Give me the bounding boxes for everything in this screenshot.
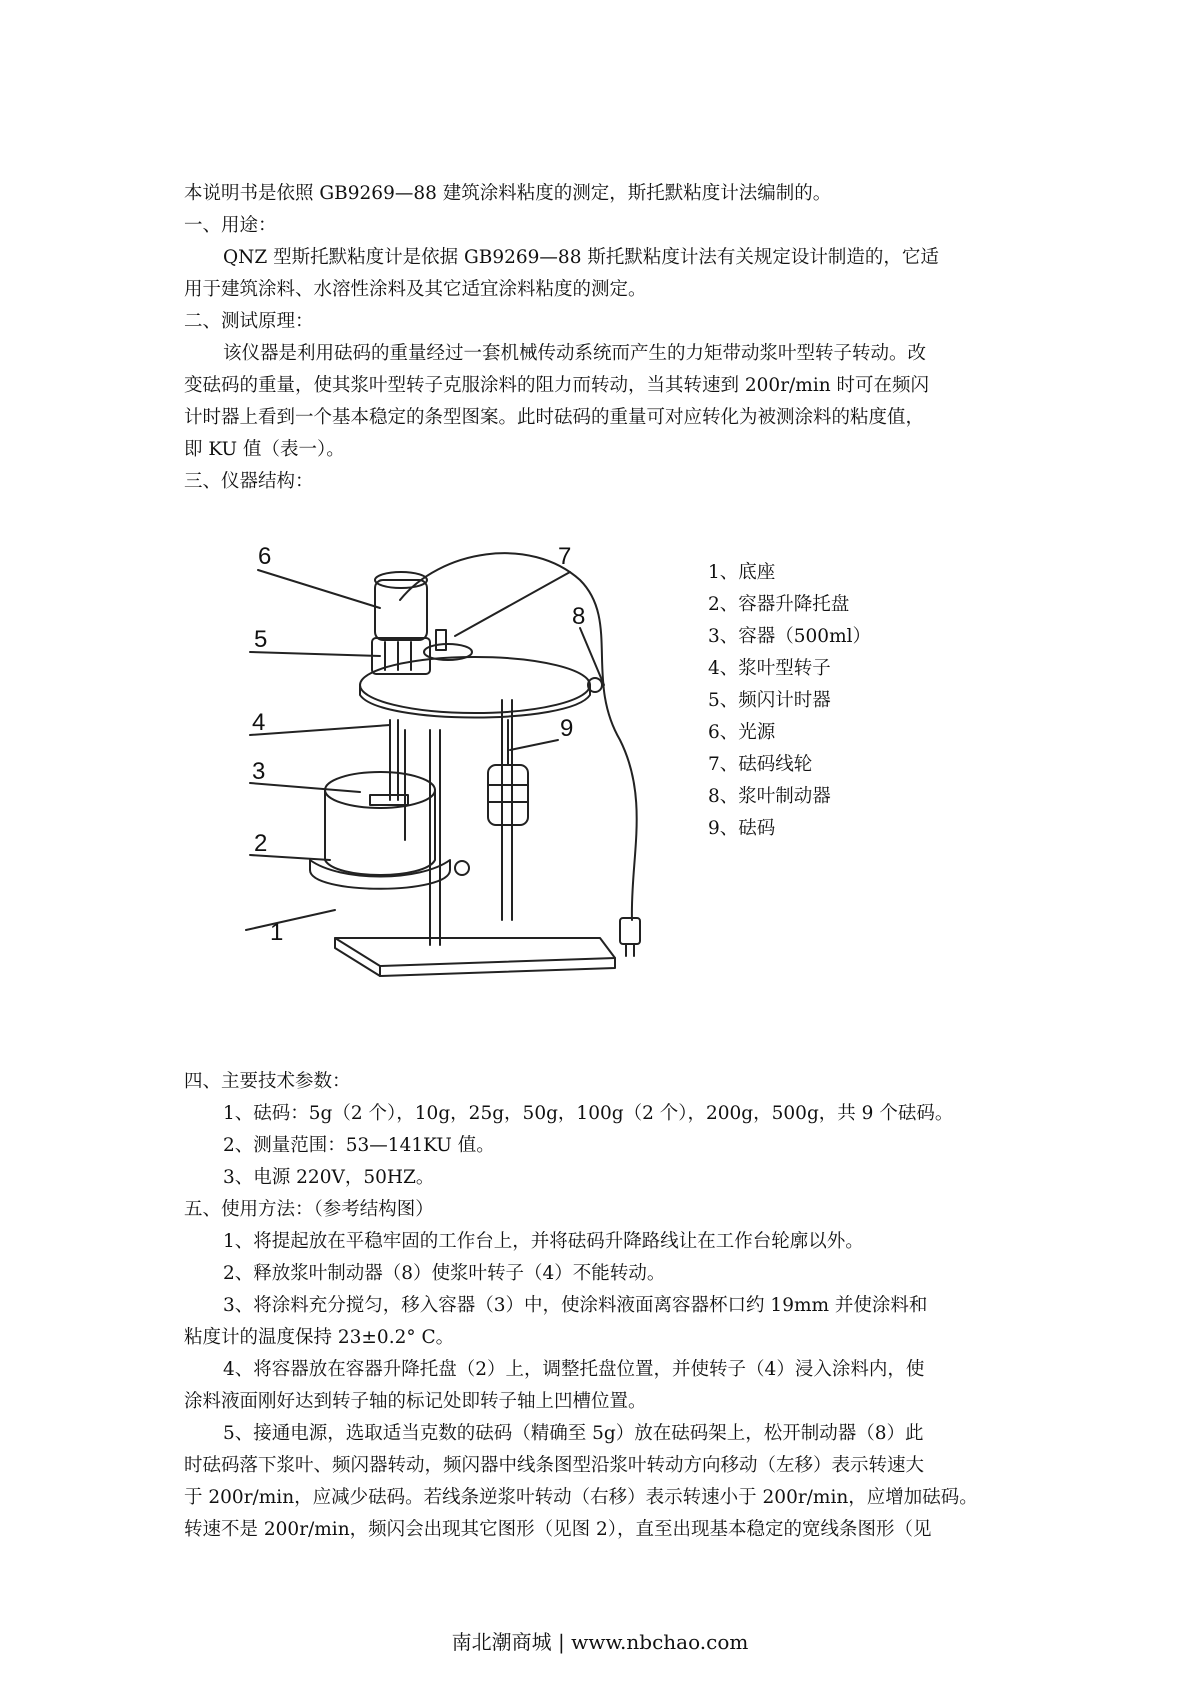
params-line: 3、电源 220V，50HZ。	[223, 1167, 435, 1188]
leader-line	[250, 725, 390, 735]
usage-line: 5、接通电源，选取适当克数的砝码（精确至 5g）放在砝码架上，松开制动器（8）此	[223, 1423, 924, 1444]
footer-site-link[interactable]: 南北潮商城 | www.nbchao.com	[451, 1630, 749, 1654]
principle-line: 即 KU 值（表一）。	[184, 439, 345, 460]
legend-item: 8、浆叶制动器	[708, 786, 831, 807]
usage-line: 涂料液面刚好达到转子轴的标记处即转子轴上凹槽位置。	[184, 1391, 647, 1412]
label-5: 5	[254, 626, 268, 653]
usage-line: 2、释放浆叶制动器（8）使浆叶转子（4）不能转动。	[223, 1263, 666, 1284]
purpose-heading: 一、用途：	[184, 215, 277, 236]
structure-heading: 三、仪器结构：	[184, 471, 314, 492]
usage-line: 时砝码落下浆叶、频闪器转动，频闪器中线条图型沿浆叶转动方向移动（左移）表示转速大	[184, 1455, 925, 1476]
weight	[488, 765, 528, 825]
structure-legend	[708, 557, 871, 845]
legend-item: 3、容器（500ml）	[708, 626, 872, 647]
usage-line: 粘度计的温度保持 23±0.2° C。	[184, 1327, 455, 1348]
top-plate	[360, 657, 590, 713]
intro-text: 本说明书是依照 GB9269—88 建筑涂料粘度的测定，斯托默粘度计法编制的。	[184, 183, 832, 204]
principle-line: 该仪器是利用砝码的重量经过一套机械传动系统而产生的力矩带动浆叶型转子转动。改	[223, 343, 927, 364]
leader-line	[455, 572, 570, 636]
legend-item: 4、浆叶型转子	[708, 658, 831, 679]
legend-item: 9、砝码	[708, 818, 776, 839]
leader-line	[510, 740, 558, 750]
principle-heading: 二、测试原理：	[184, 311, 314, 332]
leader-line	[258, 570, 380, 608]
label-1: 1	[270, 919, 284, 946]
usage-line: 转速不是 200r/min，频闪会出现其它图形（见图 2），直至出现基本稳定的宽线条图形（见	[184, 1519, 932, 1540]
params-line: 2、测量范围：53—141KU 值。	[223, 1135, 495, 1156]
leader-line	[246, 910, 335, 930]
legend-item: 2、容器升降托盘	[708, 594, 850, 615]
principle-line: 变砝码的重量，使其浆叶型转子克服涂料的阻力而转动，当其转速到 200r/min 时可在频闪	[184, 375, 930, 396]
power-plug	[620, 918, 640, 944]
instrument-diagram	[240, 540, 650, 1040]
usage-line: 于 200r/min，应减少砝码。若线条逆浆叶转动（右移）表示转速小于 200r/min，应增加砝码。	[184, 1487, 978, 1508]
usage-line: 1、将提起放在平稳牢固的工作台上，并将砝码升降路线让在工作台轮廓以外。	[223, 1231, 864, 1252]
label-3: 3	[252, 758, 266, 785]
usage-line: 3、将涂料充分搅匀，移入容器（3）中，使涂料液面离容器杯口约 19mm 并使涂料和	[223, 1295, 928, 1316]
usage-heading: 五、使用方法：（参考结构图）	[184, 1199, 434, 1220]
legend-item: 6、光源	[708, 722, 776, 743]
leader-line	[250, 652, 380, 656]
purpose-line: QNZ 型斯托默粘度计是依据 GB9269—88 斯托默粘度计法有关规定设计制造的，它适	[223, 247, 939, 268]
params-line: 1、砝码：5g（2 个），10g，25g，50g，100g（2 个），200g，500g，共 9 个砝码。	[223, 1103, 954, 1124]
principle-line: 计时器上看到一个基本稳定的条型图案。此时砝码的重量可对应转化为被测涂料的粘度值，	[184, 407, 925, 428]
label-6: 6	[258, 543, 272, 570]
params-heading: 四、主要技术参数：	[184, 1071, 351, 1092]
legend-item: 1、底座	[708, 562, 776, 583]
power-cable	[400, 553, 637, 920]
base-plate	[335, 938, 615, 966]
label-9: 9	[560, 715, 574, 742]
label-4: 4	[252, 709, 266, 736]
legend-item: 5、频闪计时器	[708, 690, 831, 711]
purpose-line: 用于建筑涂料、水溶性涂料及其它适宜涂料粘度的测定。	[184, 279, 647, 300]
leader-line	[250, 783, 360, 792]
label-7: 7	[558, 543, 572, 570]
label-2: 2	[254, 830, 268, 857]
usage-line: 4、将容器放在容器升降托盘（2）上，调整托盘位置，并使转子（4）浸入涂料内，使	[223, 1359, 925, 1380]
legend-item: 7、砝码线轮	[708, 754, 813, 775]
label-8: 8	[572, 603, 586, 630]
